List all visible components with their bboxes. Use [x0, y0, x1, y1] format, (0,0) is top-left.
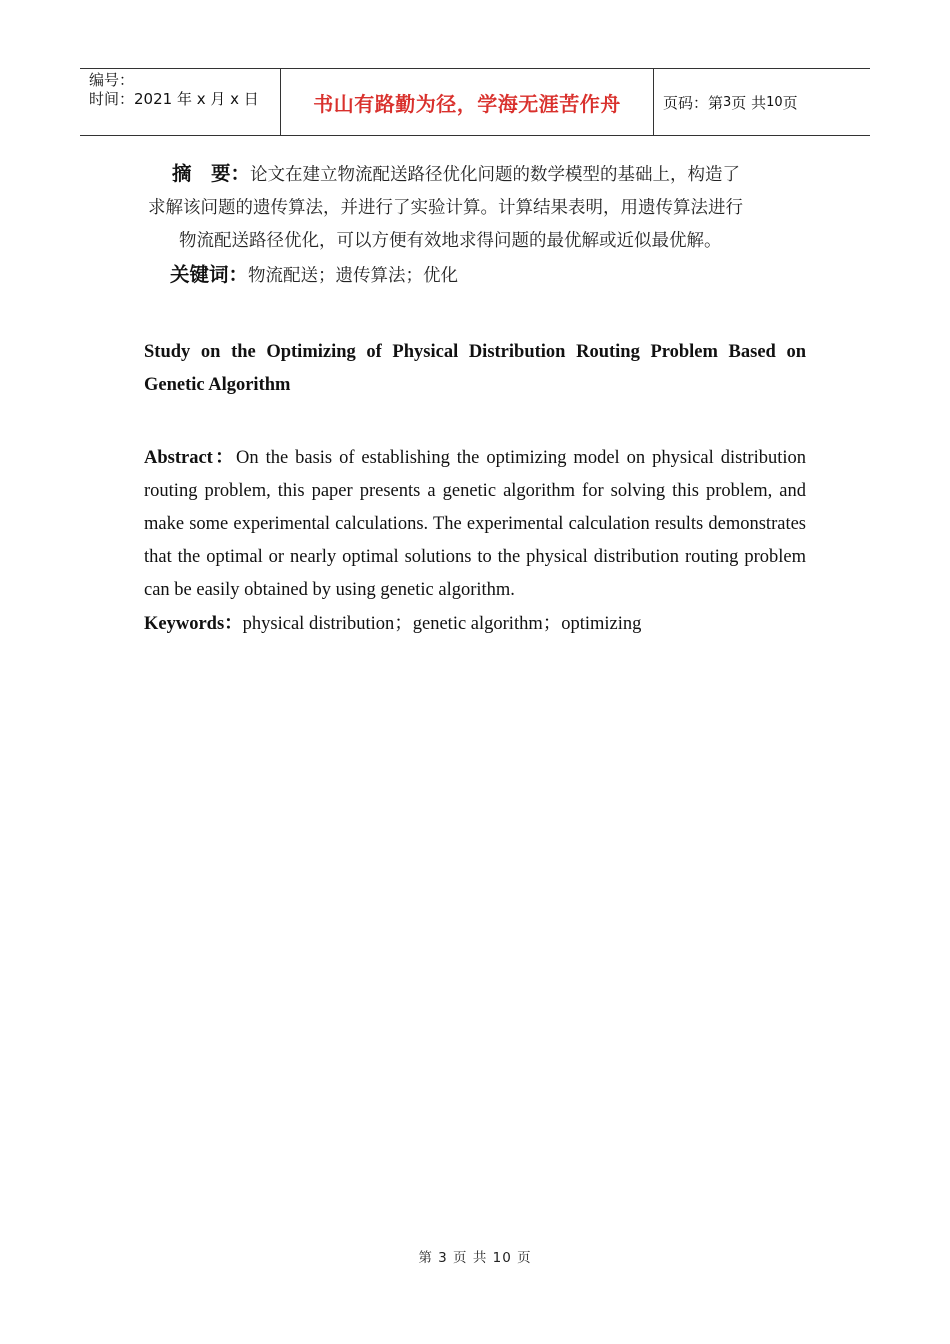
chinese-abstract-text-1: 论文在建立物流配送路径优化问题的数学模型的基础上，构造了 — [250, 165, 741, 185]
page-total: 10 — [766, 94, 783, 110]
chinese-abstract-label: 摘 要： — [172, 162, 251, 185]
page-prefix: 页码：第 — [663, 93, 724, 112]
english-abstract-text: On the basis of establishing the optimizing model on physical distribution routing problem, this paper presents a genetic algorithm for solving this problem, and make some experimental calculations. The experimental calculation results demonstrates that the optimal or nearly optimal solutions to the physical distribution routing problem can be easily obtained by using genetic algorithm. — [144, 448, 806, 600]
english-keywords-label: Keywords： — [144, 614, 243, 634]
header-motto: 书山有路勤为径，学海无涯苦作舟 — [281, 69, 654, 135]
document-number-label: 编号： — [89, 71, 135, 89]
page-mid: 页 共 — [731, 93, 767, 112]
header-meta-cell — [80, 69, 281, 135]
page-current: 3 — [723, 94, 732, 110]
document-date: 时间：2021 年 x 月 x 日 — [89, 90, 259, 108]
page-header — [80, 68, 870, 136]
english-abstract — [144, 442, 806, 607]
english-keywords-text: physical distribution；genetic algorithm；optimizing — [242, 614, 642, 634]
chinese-abstract-line-2: 求解该问题的遗传算法，并进行了实验计算。计算结果表明，用遗传算法进行 — [148, 198, 743, 218]
page-footer: 第 3 页 共 10 页 — [418, 1250, 532, 1266]
header-page-indicator — [654, 69, 870, 135]
english-title: Study on the Optimizing of Physical Distribution Routing Problem Based on Genetic Algorithm — [144, 342, 806, 395]
chinese-keywords-label: 关键词： — [170, 263, 249, 286]
chinese-abstract-line-3: 物流配送路径优化，可以方便有效地求得问题的最优解或近似最优解。 — [179, 231, 722, 251]
page-suffix: 页 — [782, 93, 798, 112]
chinese-keywords-text: 物流配送；遗传算法；优化 — [248, 266, 459, 286]
chinese-abstract-line-1 — [148, 157, 803, 192]
english-abstract-label: Abstract： — [144, 448, 236, 468]
english-keywords — [144, 608, 641, 641]
chinese-abstract — [148, 157, 803, 258]
chinese-keywords — [170, 258, 458, 293]
